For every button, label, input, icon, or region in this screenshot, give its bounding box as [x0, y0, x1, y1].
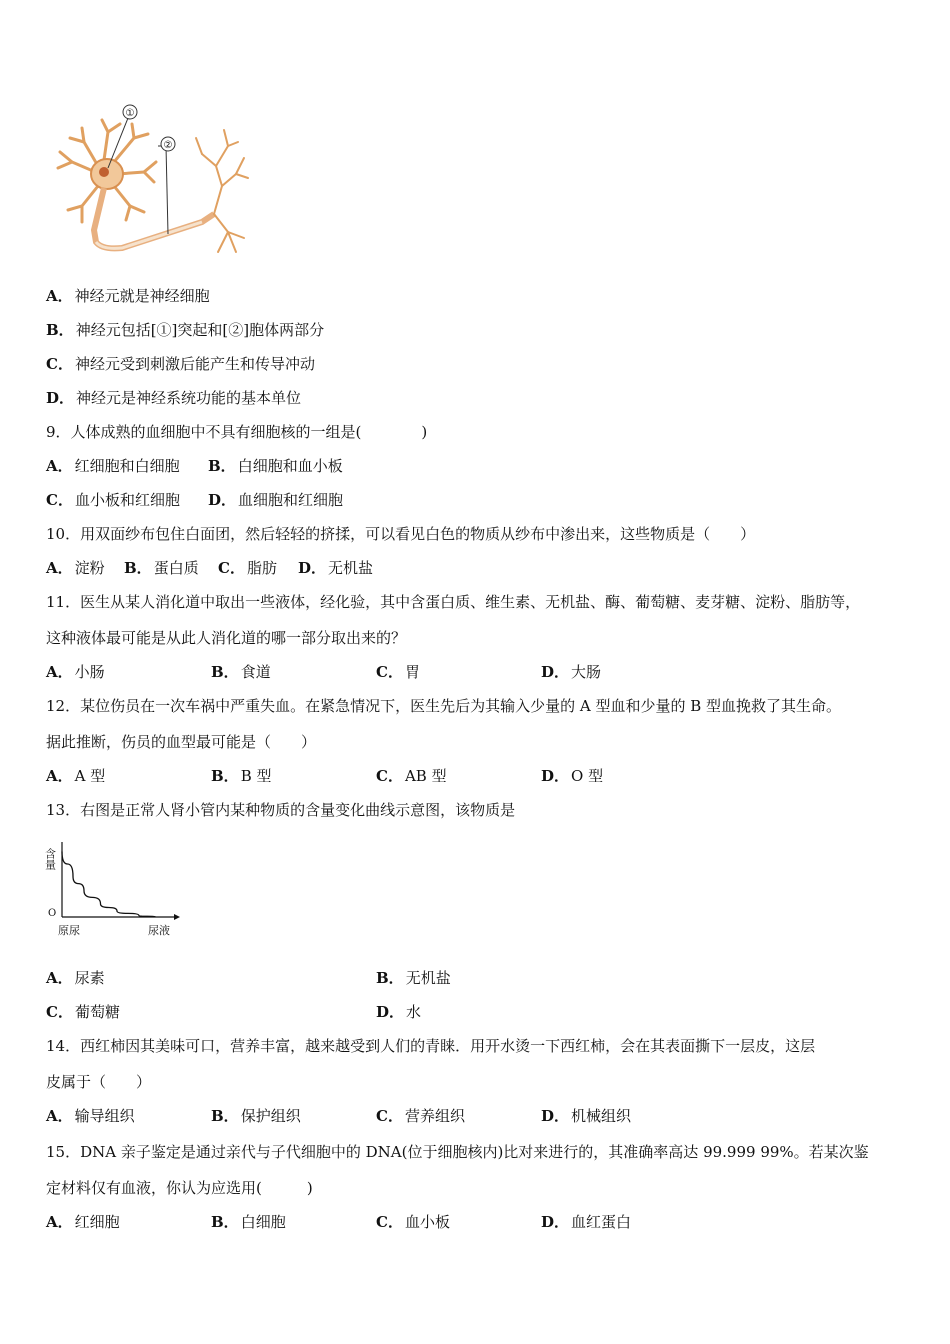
- q12-option-b[interactable]: B． B 型: [211, 767, 272, 785]
- q15-option-c[interactable]: C． 血小板: [376, 1213, 450, 1231]
- x-axis-arrow-icon: [174, 914, 180, 920]
- q15-option-a[interactable]: A． 红细胞: [46, 1213, 120, 1231]
- q11-option-d[interactable]: D． 大肠: [541, 663, 602, 681]
- q11-option-c[interactable]: C． 胃: [376, 663, 420, 681]
- q14-option-a[interactable]: A． 输导组织: [46, 1107, 135, 1125]
- figure-label-2: ②: [163, 140, 173, 151]
- q13-stem: 13．右图是正常人肾小管内某种物质的含量变化曲线示意图，该物质是: [46, 801, 516, 819]
- q10-option-b[interactable]: B． 蛋白质: [124, 559, 199, 577]
- q9-option-c[interactable]: C． 血小板和红细胞: [46, 491, 180, 509]
- q9-option-d[interactable]: D． 血细胞和红细胞: [208, 491, 344, 509]
- q13-option-b[interactable]: B． 无机盐: [376, 969, 451, 987]
- q14-stem-line1: 14．西红柿因其美味可口，营养丰富，越来越受到人们的青睐．用开水烫一下西红柿，会在其表面撕下一层皮，这层: [46, 1037, 816, 1055]
- q12-option-c[interactable]: C． AB 型: [376, 767, 447, 785]
- q15-option-d[interactable]: D． 血红蛋白: [541, 1213, 632, 1231]
- q15-stem-line1: 15．DNA 亲子鉴定是通过亲代与子代细胞中的 DNA(位于细胞核内)比对来进行的，其准确率高达 99.999 99%。若某次鉴: [46, 1143, 869, 1161]
- y-axis-label-char1: 含量: [43, 848, 57, 870]
- q14-option-d[interactable]: D． 机械组织: [541, 1107, 632, 1125]
- q10-option-a[interactable]: A． 淀粉: [46, 559, 105, 577]
- q15-stem-line2: 定材料仅有血液，你认为应选用( ): [46, 1179, 313, 1197]
- q9-stem: 9．人体成熟的血细胞中不具有细胞核的一组是( ): [46, 423, 428, 441]
- q8-option-c[interactable]: C． 神经元受到刺激后能产生和传导冲动: [46, 355, 315, 373]
- q8-option-a[interactable]: A． 神经元就是神经细胞: [46, 287, 210, 305]
- neuron-figure: [52, 102, 252, 272]
- q10-option-c[interactable]: C． 脂肪: [218, 559, 277, 577]
- q12-option-d[interactable]: D． O 型: [541, 767, 604, 785]
- q8-option-b[interactable]: B． 神经元包括[①]突起和[②]胞体两部分: [46, 321, 325, 339]
- q15-option-b[interactable]: B． 白细胞: [211, 1213, 286, 1231]
- q13-option-d[interactable]: D． 水: [376, 1003, 422, 1021]
- q11-stem-line1: 11．医生从某人消化道中取出一些液体，经化验，其中含蛋白质、维生素、无机盐、酶、葡萄糖、麦芽糖、淀粉、脂肪等，: [46, 593, 861, 611]
- q9-option-a[interactable]: A． 红细胞和白细胞: [46, 457, 180, 475]
- q13-chart: [40, 834, 190, 940]
- x-label-start: 原尿: [58, 924, 80, 937]
- q9-option-b[interactable]: B． 白细胞和血小板: [208, 457, 343, 475]
- q14-stem-line2: 皮属于（ ）: [46, 1073, 152, 1091]
- q10-option-d[interactable]: D． 无机盐: [298, 559, 374, 577]
- q13-chart-svg: [40, 834, 190, 940]
- q14-option-c[interactable]: C． 营养组织: [376, 1107, 465, 1125]
- q10-stem: 10．用双面纱布包住白面团，然后轻轻的挤揉，可以看见白色的物质从纱布中渗出来，这些物质是（ ）: [46, 525, 756, 543]
- q11-option-a[interactable]: A． 小肠: [46, 663, 105, 681]
- series-line: [62, 852, 156, 918]
- q11-option-b[interactable]: B． 食道: [211, 663, 271, 681]
- x-label-end: 尿液: [148, 924, 170, 937]
- figure-label-1: ①: [125, 108, 135, 119]
- q11-stem-line2: 这种液体最可能是从此人消化道的哪一部分取出来的？: [46, 629, 407, 647]
- origin-label: O: [48, 908, 57, 919]
- q12-option-a[interactable]: A． A 型: [46, 767, 106, 785]
- neuron-diagram-icon: [52, 102, 252, 272]
- q8-option-d[interactable]: D． 神经元是神经系统功能的基本单位: [46, 389, 302, 407]
- q13-option-c[interactable]: C． 葡萄糖: [46, 1003, 120, 1021]
- q12-stem-line1: 12．某位伤员在一次车祸中严重失血。在紧急情况下，医生先后为其输入少量的 A 型血和少量的 B 型血挽救了其生命。: [46, 697, 842, 715]
- q14-option-b[interactable]: B． 保护组织: [211, 1107, 301, 1125]
- q13-option-a[interactable]: A． 尿素: [46, 969, 105, 987]
- q12-stem-line2: 据此推断，伤员的血型最可能是（ ）: [46, 733, 317, 751]
